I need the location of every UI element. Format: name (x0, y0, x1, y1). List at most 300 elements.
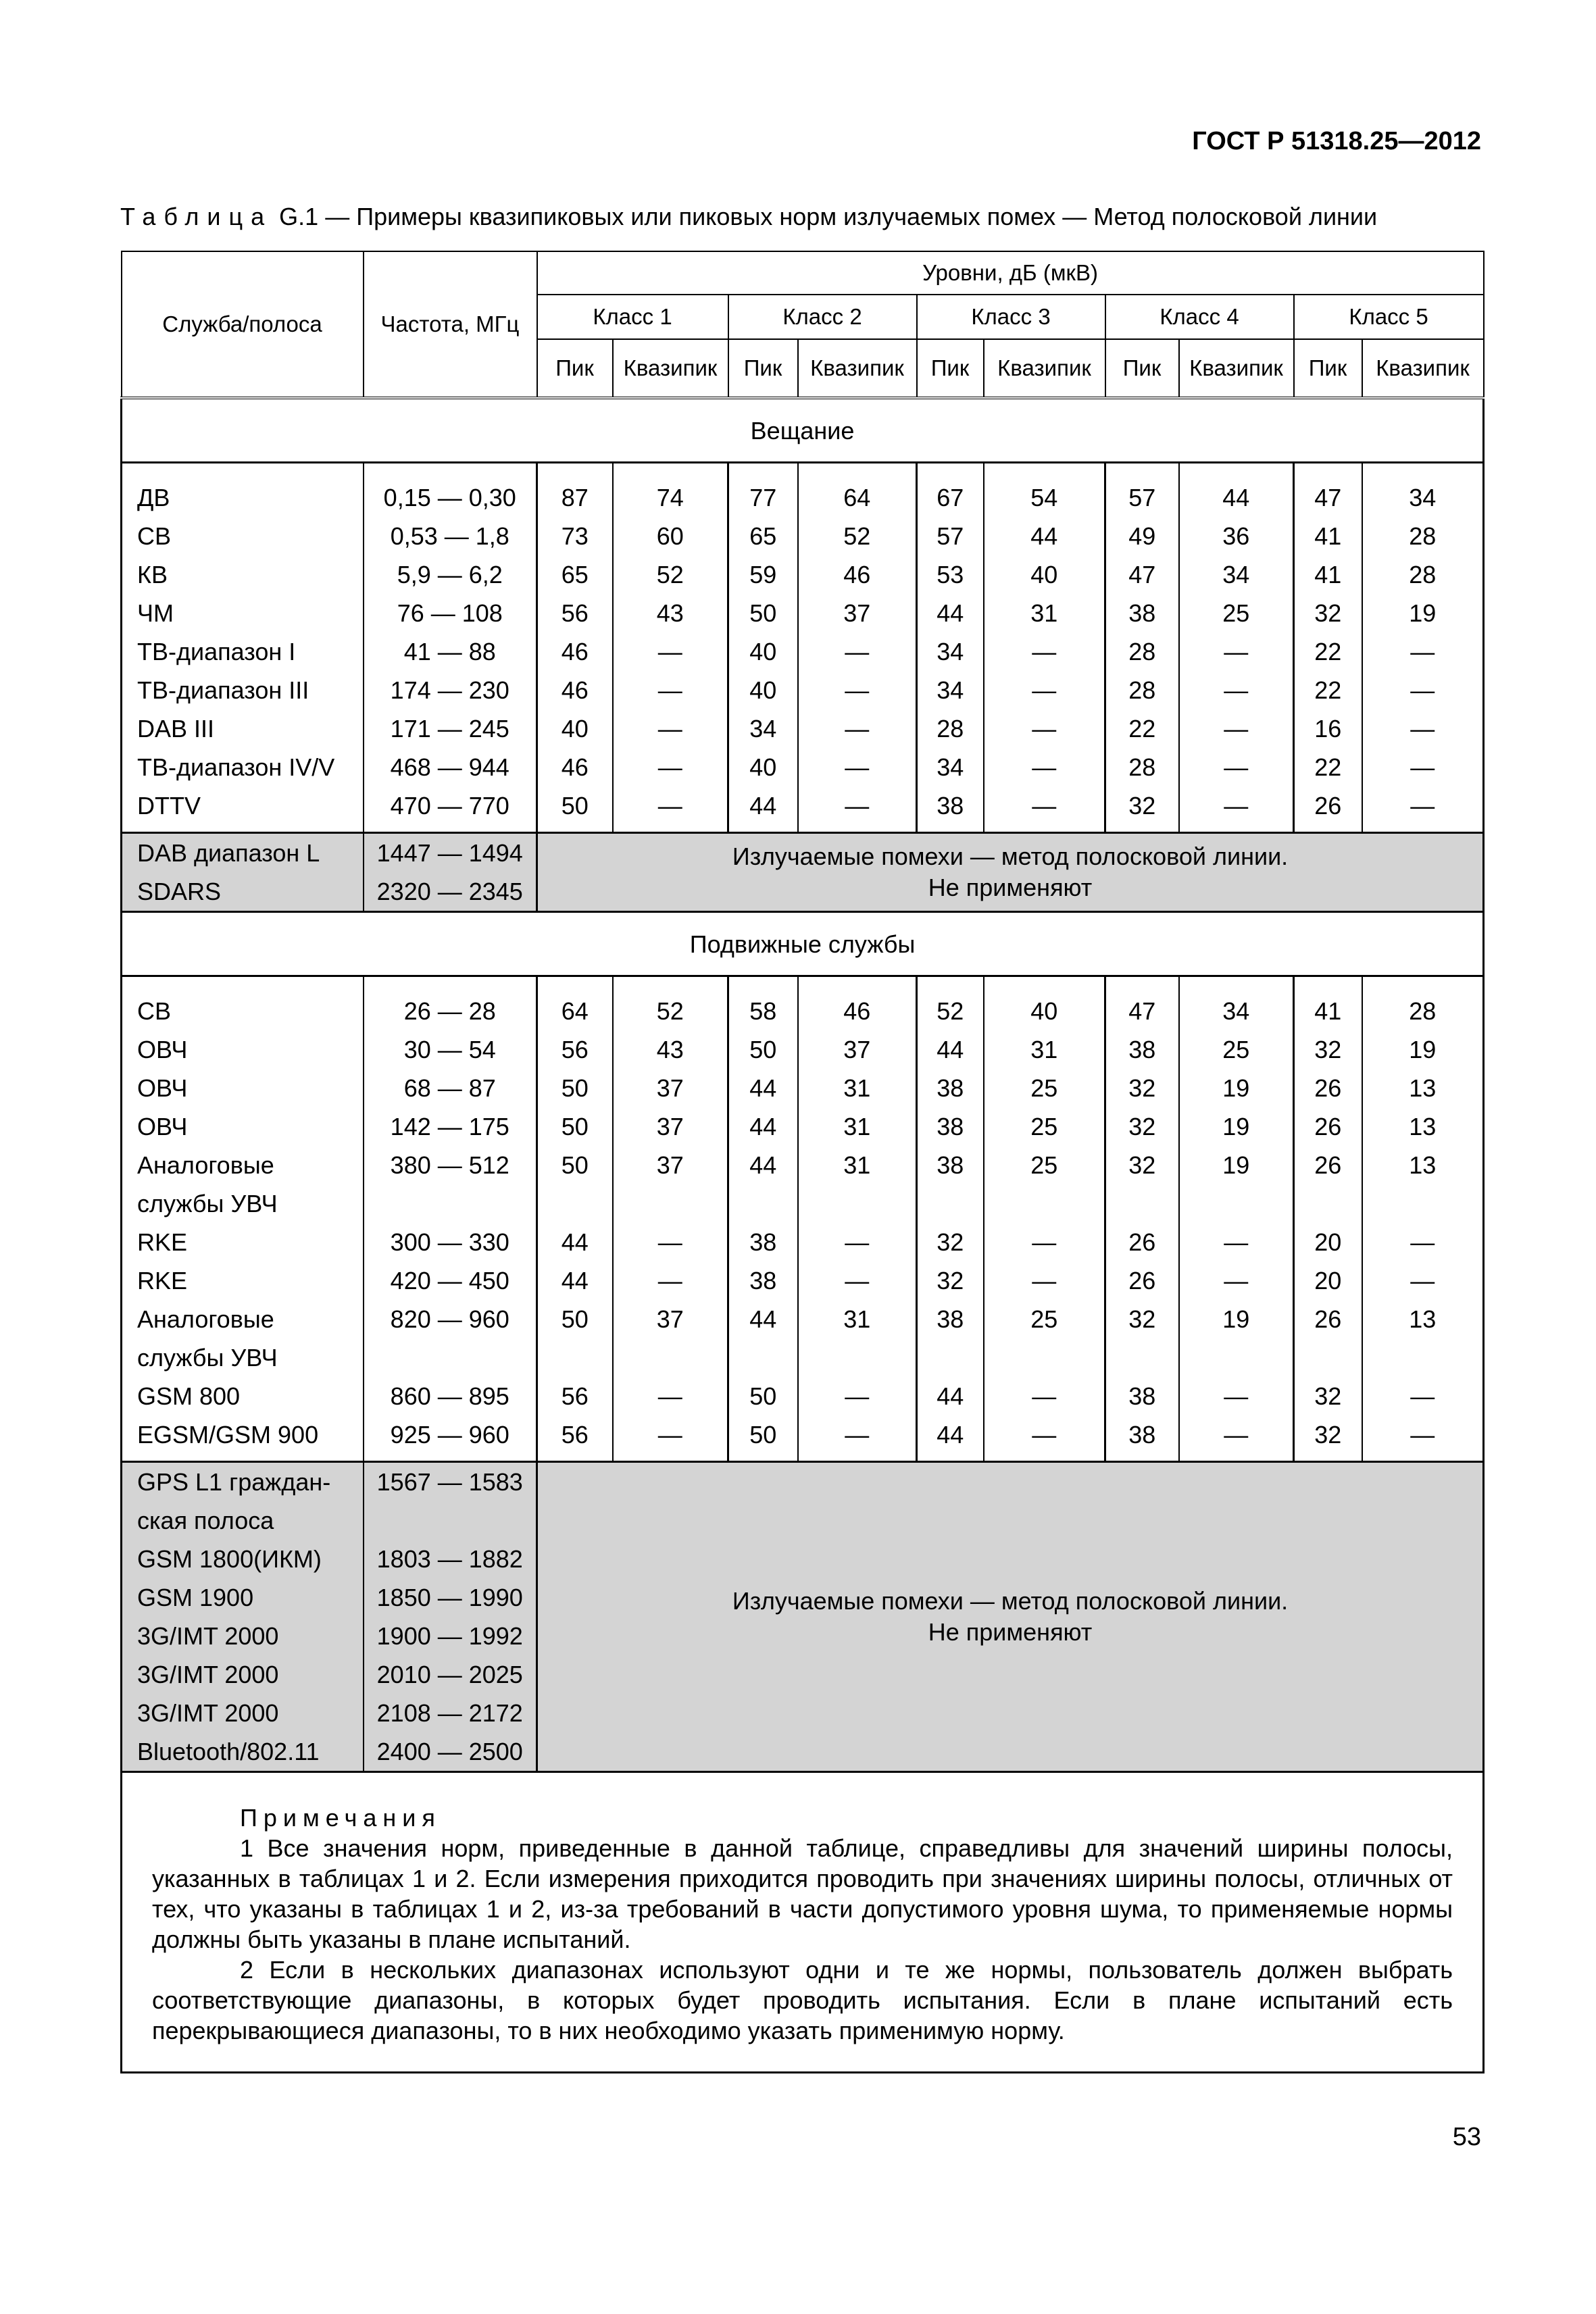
quasi-peak-value: 40 (984, 555, 1105, 594)
quasi-peak-value: 13 (1362, 1300, 1484, 1377)
service-name: Аналоговые службы УВЧ (122, 1146, 364, 1223)
spacer-cell (728, 825, 798, 833)
spacer-cell (537, 825, 613, 833)
document-code: ГОСТ Р 51318.25—2012 (1192, 127, 1481, 155)
peak-value: 44 (537, 1261, 613, 1300)
quasi-peak-value: — (613, 748, 728, 786)
quasi-peak-value: — (984, 1377, 1105, 1415)
quasi-peak-value: 34 (1179, 992, 1294, 1030)
frequency-range: 2010 — 2025 (364, 1655, 537, 1694)
note-1: 1 Все значения норм, приведенные в данной таблице, справедливы для значений ширины полосы, указанных в таблицах 1 и 2. Если измерения приходится проводить при значениях ширины полосы, отличных от тех, что указаны в таблицах 1 и 2, из-за требований в части допустимого уровня шума, то применяемые нормы должны быть указаны в плане испытаний. (152, 1834, 1453, 1953)
quasi-peak-value: 44 (984, 517, 1105, 555)
service-name: GSM 1800(ИКМ) (122, 1540, 364, 1578)
peak-value: 56 (537, 1415, 613, 1454)
spacer-cell (1294, 825, 1362, 833)
frequency-range: 0,53 — 1,8 (364, 517, 537, 555)
peak-value: 26 (1294, 1146, 1362, 1223)
spacer-cell (364, 825, 537, 833)
quasi-peak-value: — (1179, 1223, 1294, 1261)
frequency-range: 860 — 895 (364, 1377, 537, 1415)
table-row (122, 1261, 1484, 1300)
not-applicable-note (537, 833, 1484, 912)
spacer-cell (798, 463, 917, 479)
frequency-range: 1900 — 1992 (364, 1617, 537, 1655)
spacer-cell (1179, 1454, 1294, 1462)
quasi-peak-value: 28 (1362, 555, 1484, 594)
frequency-range: 41 — 88 (364, 632, 537, 671)
quasi-peak-value: — (798, 671, 917, 709)
peak-value: 46 (537, 671, 613, 709)
peak-header: Пик (537, 339, 613, 398)
spacer-cell (1362, 825, 1484, 833)
quasi-peak-value: 31 (798, 1146, 917, 1223)
spacer-cell (1362, 976, 1484, 992)
peak-value: 56 (537, 1030, 613, 1069)
spacer-cell (798, 976, 917, 992)
spacer-cell (537, 976, 613, 992)
table-row (122, 1377, 1484, 1415)
peak-value: 52 (917, 992, 984, 1030)
spacer-cell (1105, 463, 1179, 479)
table-row (122, 1069, 1484, 1107)
quasi-peak-value: 37 (613, 1107, 728, 1146)
service-name: Bluetooth/802.11 (122, 1732, 364, 1772)
peak-value: 34 (917, 748, 984, 786)
service-name: ОВЧ (122, 1069, 364, 1107)
table-row (122, 1107, 1484, 1146)
peak-value: 40 (728, 748, 798, 786)
quasi-peak-value: 37 (613, 1069, 728, 1107)
spacer-cell (1294, 463, 1362, 479)
quasi-peak-value: — (1362, 748, 1484, 786)
peak-value: 28 (1105, 748, 1179, 786)
class-4-header: Класс 4 (1105, 295, 1294, 339)
quasi-peak-value: — (984, 671, 1105, 709)
spacer-cell (1105, 825, 1179, 833)
frequency-range: 76 — 108 (364, 594, 537, 632)
service-name: 3G/IMT 2000 (122, 1655, 364, 1694)
table-row (122, 786, 1484, 825)
frequency-range: 0,15 — 0,30 (364, 478, 537, 517)
quasi-peak-value: 13 (1362, 1107, 1484, 1146)
emission-limits-table (120, 251, 1485, 2073)
peak-value: 40 (537, 709, 613, 748)
service-name: ТВ-диапазон III (122, 671, 364, 709)
spacer-cell (613, 825, 728, 833)
quasi-peak-value: 52 (613, 555, 728, 594)
peak-value: 28 (1105, 632, 1179, 671)
peak-value: 65 (728, 517, 798, 555)
peak-value: 41 (1294, 555, 1362, 594)
peak-value: 44 (728, 1300, 798, 1377)
quasi-peak-value: — (984, 632, 1105, 671)
service-name: 3G/IMT 2000 (122, 1617, 364, 1655)
quasi-peak-value: 46 (798, 555, 917, 594)
table-row (122, 992, 1484, 1030)
quasi-peak-value: 31 (798, 1107, 917, 1146)
quasi-peak-header: Квазипик (798, 339, 917, 398)
peak-value: 46 (537, 748, 613, 786)
quasi-peak-value: 31 (984, 594, 1105, 632)
table-row (122, 1300, 1484, 1377)
peak-value: 44 (917, 594, 984, 632)
quasi-peak-value: — (984, 1261, 1105, 1300)
spacer-cell (122, 463, 364, 479)
spacer-cell (1105, 1454, 1179, 1462)
note-2: 2 Если в нескольких диапазонах используют одни и те же нормы, пользователь должен выбрать соответствующие диапазоны, в которых будет проводить испытания. Если в плане испытаний есть перекрывающиеся диапазоны, то в них необходимо указать применимую норму. (152, 1956, 1453, 2044)
frequency-range: 1850 — 1990 (364, 1578, 537, 1617)
quasi-peak-value: 25 (984, 1146, 1105, 1223)
peak-value: 26 (1294, 1069, 1362, 1107)
peak-value: 44 (537, 1223, 613, 1261)
service-name: RKE (122, 1261, 364, 1300)
spacer-cell (728, 1454, 798, 1462)
quasi-peak-value: — (1362, 632, 1484, 671)
peak-value: 53 (917, 555, 984, 594)
peak-value: 64 (537, 992, 613, 1030)
quasi-peak-value: — (613, 1261, 728, 1300)
service-name: КВ (122, 555, 364, 594)
peak-value: 50 (537, 786, 613, 825)
peak-value: 47 (1105, 555, 1179, 594)
quasi-peak-value: 28 (1362, 517, 1484, 555)
quasi-peak-value: — (613, 709, 728, 748)
class-1-header: Класс 1 (537, 295, 728, 339)
peak-value: 58 (728, 992, 798, 1030)
frequency-range: 1567 — 1583 (364, 1462, 537, 1540)
frequency-range: 142 — 175 (364, 1107, 537, 1146)
quasi-peak-value: 74 (613, 478, 728, 517)
not-applicable-line-1: Излучаемые помехи — метод полосковой линии. (732, 1587, 1289, 1615)
peak-header: Пик (917, 339, 984, 398)
quasi-peak-value: 52 (798, 517, 917, 555)
quasi-peak-value: 36 (1179, 517, 1294, 555)
quasi-peak-value: 37 (798, 1030, 917, 1069)
peak-value: 50 (537, 1069, 613, 1107)
quasi-peak-value: — (1179, 709, 1294, 748)
spacer-cell (1362, 1454, 1484, 1462)
spacer-cell (798, 1454, 917, 1462)
spacer-cell (728, 976, 798, 992)
frequency-range: 174 — 230 (364, 671, 537, 709)
service-name: SDARS (122, 872, 364, 912)
spacer-cell (122, 825, 364, 833)
service-name: ОВЧ (122, 1030, 364, 1069)
class-5-header: Класс 5 (1294, 295, 1484, 339)
spacer-cell (537, 463, 613, 479)
service-column-header: Служба/полоса (122, 251, 364, 398)
service-name: ДВ (122, 478, 364, 517)
quasi-peak-value: — (1362, 1223, 1484, 1261)
spacer-cell (1179, 825, 1294, 833)
quasi-peak-value: — (1362, 1415, 1484, 1454)
quasi-peak-value: — (1362, 1377, 1484, 1415)
table-row (122, 748, 1484, 786)
quasi-peak-header: Квазипик (1362, 339, 1484, 398)
caption-text: — Примеры квазипиковых или пиковых норм излучаемых помех — Метод полосковой линии (325, 203, 1378, 230)
quasi-peak-value: 25 (1179, 1030, 1294, 1069)
quasi-peak-value: 54 (984, 478, 1105, 517)
not-applicable-line-1: Излучаемые помехи — метод полосковой линии. (732, 842, 1289, 870)
peak-value: 32 (1105, 786, 1179, 825)
quasi-peak-header: Квазипик (984, 339, 1105, 398)
peak-value: 26 (1105, 1261, 1179, 1300)
peak-value: 32 (1294, 594, 1362, 632)
peak-value: 67 (917, 478, 984, 517)
quasi-peak-value: — (613, 786, 728, 825)
notes-title: Примечания (240, 1804, 441, 1832)
peak-value: 73 (537, 517, 613, 555)
peak-value: 59 (728, 555, 798, 594)
quasi-peak-value: 19 (1179, 1107, 1294, 1146)
table-row (122, 632, 1484, 671)
peak-value: 38 (728, 1261, 798, 1300)
quasi-peak-value: 60 (613, 517, 728, 555)
spacer-cell (364, 1454, 537, 1462)
frequency-range: 5,9 — 6,2 (364, 555, 537, 594)
peak-value: 38 (1105, 1030, 1179, 1069)
peak-value: 57 (917, 517, 984, 555)
quasi-peak-value: — (1179, 632, 1294, 671)
frequency-range: 26 — 28 (364, 992, 537, 1030)
peak-value: 44 (728, 1107, 798, 1146)
peak-value: 32 (917, 1223, 984, 1261)
caption-number: G.1 (279, 203, 319, 230)
peak-value: 20 (1294, 1261, 1362, 1300)
peak-value: 50 (728, 1377, 798, 1415)
table-row (122, 1415, 1484, 1454)
service-name: СВ (122, 992, 364, 1030)
quasi-peak-value: — (1362, 709, 1484, 748)
quasi-peak-value: 13 (1362, 1146, 1484, 1223)
peak-value: 50 (537, 1107, 613, 1146)
quasi-peak-value: — (798, 786, 917, 825)
service-name: DAB диапазон L (122, 833, 364, 873)
table-row (122, 1146, 1484, 1223)
table-row (122, 709, 1484, 748)
peak-value: 41 (1294, 992, 1362, 1030)
class-2-header: Класс 2 (728, 295, 917, 339)
frequency-range: 2320 — 2345 (364, 872, 537, 912)
quasi-peak-value: — (984, 1415, 1105, 1454)
class-3-header: Класс 3 (917, 295, 1105, 339)
spacer-cell (364, 976, 537, 992)
peak-value: 50 (728, 1030, 798, 1069)
spacer-cell (984, 825, 1105, 833)
service-name: СВ (122, 517, 364, 555)
peak-value: 44 (917, 1377, 984, 1415)
quasi-peak-value: 13 (1362, 1069, 1484, 1107)
frequency-range: 300 — 330 (364, 1223, 537, 1261)
peak-value: 77 (728, 478, 798, 517)
peak-value: 38 (1105, 594, 1179, 632)
service-name: Аналоговые службы УВЧ (122, 1300, 364, 1377)
peak-value: 38 (917, 1069, 984, 1107)
not-applicable-line-2: Не применяют (928, 874, 1093, 901)
peak-value: 38 (917, 1146, 984, 1223)
page-number: 53 (1452, 2123, 1481, 2151)
service-name: GSM 1900 (122, 1578, 364, 1617)
frequency-range: 380 — 512 (364, 1146, 537, 1223)
quasi-peak-value: 25 (1179, 594, 1294, 632)
quasi-peak-value: 28 (1362, 992, 1484, 1030)
peak-value: 20 (1294, 1223, 1362, 1261)
quasi-peak-value: — (798, 1377, 917, 1415)
service-name: ЧМ (122, 594, 364, 632)
peak-value: 38 (917, 1107, 984, 1146)
quasi-peak-value: 34 (1179, 555, 1294, 594)
quasi-peak-value: — (1179, 671, 1294, 709)
frequency-range: 30 — 54 (364, 1030, 537, 1069)
peak-value: 32 (1105, 1300, 1179, 1377)
quasi-peak-value: 31 (798, 1300, 917, 1377)
quasi-peak-value: 64 (798, 478, 917, 517)
spacer-cell (364, 463, 537, 479)
quasi-peak-value: — (1179, 1415, 1294, 1454)
notes-block (122, 1772, 1484, 2073)
peak-value: 34 (917, 671, 984, 709)
quasi-peak-value: 44 (1179, 478, 1294, 517)
frequency-range: 2108 — 2172 (364, 1694, 537, 1732)
spacer-cell (917, 976, 984, 992)
peak-value: 32 (917, 1261, 984, 1300)
peak-value: 50 (728, 594, 798, 632)
peak-value: 40 (728, 671, 798, 709)
quasi-peak-value: 43 (613, 1030, 728, 1069)
peak-value: 50 (537, 1146, 613, 1223)
quasi-peak-value: — (1179, 748, 1294, 786)
spacer-cell (984, 976, 1105, 992)
quasi-peak-value: 19 (1362, 1030, 1484, 1069)
peak-value: 34 (728, 709, 798, 748)
quasi-peak-value: 37 (798, 594, 917, 632)
peak-value: 26 (1294, 1107, 1362, 1146)
service-name: DTTV (122, 786, 364, 825)
quasi-peak-value: 31 (798, 1069, 917, 1107)
peak-value: 38 (917, 1300, 984, 1377)
quasi-peak-value: — (798, 1261, 917, 1300)
peak-value: 87 (537, 478, 613, 517)
section-title: Вещание (122, 398, 1484, 463)
peak-value: 44 (728, 786, 798, 825)
frequency-range: 1803 — 1882 (364, 1540, 537, 1578)
notes-row (122, 1772, 1484, 2073)
peak-value: 56 (537, 594, 613, 632)
peak-value: 47 (1105, 992, 1179, 1030)
spacer-cell (1179, 463, 1294, 479)
peak-header: Пик (728, 339, 798, 398)
caption-label: Таблица (120, 203, 273, 230)
peak-value: 26 (1105, 1223, 1179, 1261)
quasi-peak-value: 37 (613, 1300, 728, 1377)
peak-value: 40 (728, 632, 798, 671)
peak-value: 32 (1294, 1377, 1362, 1415)
peak-value: 38 (728, 1223, 798, 1261)
quasi-peak-value: 52 (613, 992, 728, 1030)
peak-value: 32 (1294, 1030, 1362, 1069)
quasi-peak-value: — (613, 1377, 728, 1415)
quasi-peak-value: — (798, 1223, 917, 1261)
quasi-peak-value: 19 (1362, 594, 1484, 632)
service-name: 3G/IMT 2000 (122, 1694, 364, 1732)
table-row (122, 1030, 1484, 1069)
peak-value: 32 (1105, 1107, 1179, 1146)
quasi-peak-value: 46 (798, 992, 917, 1030)
service-name: EGSM/GSM 900 (122, 1415, 364, 1454)
quasi-peak-value: — (1362, 1261, 1484, 1300)
peak-value: 47 (1294, 478, 1362, 517)
row-spacer (122, 463, 1484, 479)
quasi-peak-value: 19 (1179, 1146, 1294, 1223)
peak-value: 44 (728, 1069, 798, 1107)
peak-value: 28 (1105, 671, 1179, 709)
peak-value: 32 (1105, 1069, 1179, 1107)
table-caption (120, 203, 1377, 231)
not-applicable-line-2: Не применяют (928, 1618, 1093, 1646)
peak-value: 38 (917, 786, 984, 825)
quasi-peak-value: — (613, 671, 728, 709)
quasi-peak-value: — (984, 748, 1105, 786)
spacer-cell (728, 463, 798, 479)
frequency-column-header: Частота, МГц (364, 251, 537, 398)
peak-value: 50 (537, 1300, 613, 1377)
peak-value: 28 (917, 709, 984, 748)
peak-value: 16 (1294, 709, 1362, 748)
table-header (122, 251, 1484, 398)
frequency-range: 470 — 770 (364, 786, 537, 825)
spacer-cell (984, 463, 1105, 479)
peak-header: Пик (1105, 339, 1179, 398)
frequency-range: 468 — 944 (364, 748, 537, 786)
quasi-peak-value: — (613, 1223, 728, 1261)
quasi-peak-value: — (798, 709, 917, 748)
frequency-range: 820 — 960 (364, 1300, 537, 1377)
peak-value: 41 (1294, 517, 1362, 555)
table-row (122, 478, 1484, 517)
peak-value: 50 (728, 1415, 798, 1454)
quasi-peak-value: 37 (613, 1146, 728, 1223)
peak-value: 32 (1105, 1146, 1179, 1223)
service-name: GPS L1 граждан-ская полоса (122, 1462, 364, 1540)
peak-value: 56 (537, 1377, 613, 1415)
quasi-peak-value: — (613, 1415, 728, 1454)
service-name: GSM 800 (122, 1377, 364, 1415)
table-body (122, 398, 1484, 2073)
quasi-peak-value: — (1179, 1377, 1294, 1415)
spacer-cell (613, 1454, 728, 1462)
quasi-peak-value: — (984, 1223, 1105, 1261)
peak-value: 44 (917, 1030, 984, 1069)
peak-value: 22 (1294, 632, 1362, 671)
spacer-cell (1105, 976, 1179, 992)
spacer-cell (122, 976, 364, 992)
spacer-cell (984, 1454, 1105, 1462)
quasi-peak-value: — (1362, 786, 1484, 825)
quasi-peak-value: 19 (1179, 1069, 1294, 1107)
spacer-cell (917, 1454, 984, 1462)
service-name: ТВ-диапазон IV/V (122, 748, 364, 786)
spacer-cell (798, 825, 917, 833)
spacer-cell (613, 976, 728, 992)
spacer-cell (1179, 976, 1294, 992)
section-row (122, 912, 1484, 976)
peak-value: 22 (1105, 709, 1179, 748)
table-row (122, 594, 1484, 632)
service-name: ТВ-диапазон I (122, 632, 364, 671)
peak-value: 44 (728, 1146, 798, 1223)
peak-value: 26 (1294, 1300, 1362, 1377)
frequency-range: 2400 — 2500 (364, 1732, 537, 1772)
